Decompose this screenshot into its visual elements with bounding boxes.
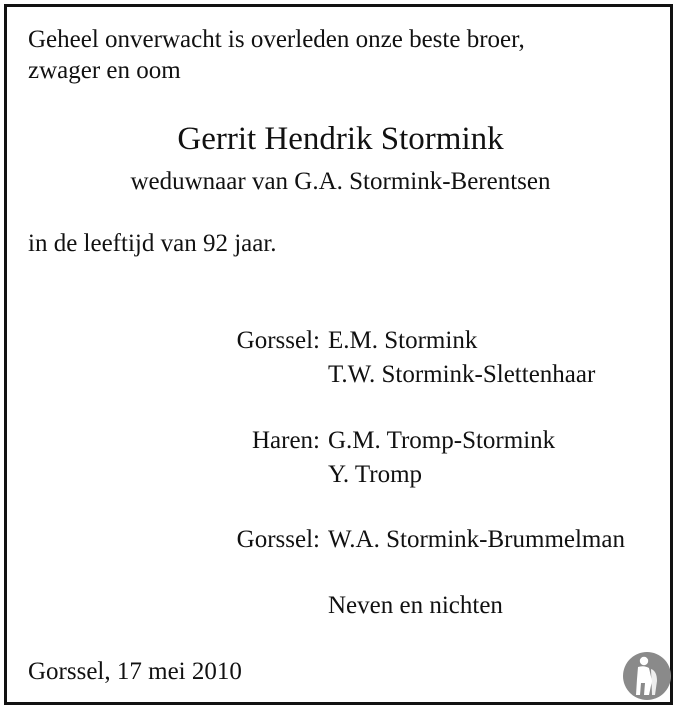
relative-name: Y. Tromp [328, 461, 423, 488]
deceased-relation: weduwnaar van G.A. Stormink-Berentsen [130, 168, 551, 195]
intro-line-1: Geheel onverwacht is overleden onze beste broer, [28, 26, 525, 53]
relative-place-haren: Haren: [251, 427, 320, 454]
nephews-line: Neven en nichten [328, 592, 503, 619]
footer-place-date: Gorssel, 17 mei 2010 [28, 658, 242, 685]
relative-name: T.W. Stormink-Slettenhaar [328, 361, 596, 388]
age-text: in de leeftijd van 92 jaar. [28, 230, 277, 257]
memorial-logo-icon [622, 651, 672, 701]
relative-place-gorssel-1: Gorssel: [236, 327, 320, 354]
relative-name: G.M. Tromp-Stormink [328, 427, 556, 454]
relative-name: E.M. Stormink [328, 327, 478, 354]
relative-name: W.A. Stormink-Brummelman [328, 526, 625, 553]
intro-line-2: zwager en oom [28, 57, 181, 84]
logo-head [640, 657, 648, 665]
deceased-name: Gerrit Hendrik Stormink [177, 121, 504, 157]
relative-place-gorssel-2: Gorssel: [236, 526, 320, 553]
